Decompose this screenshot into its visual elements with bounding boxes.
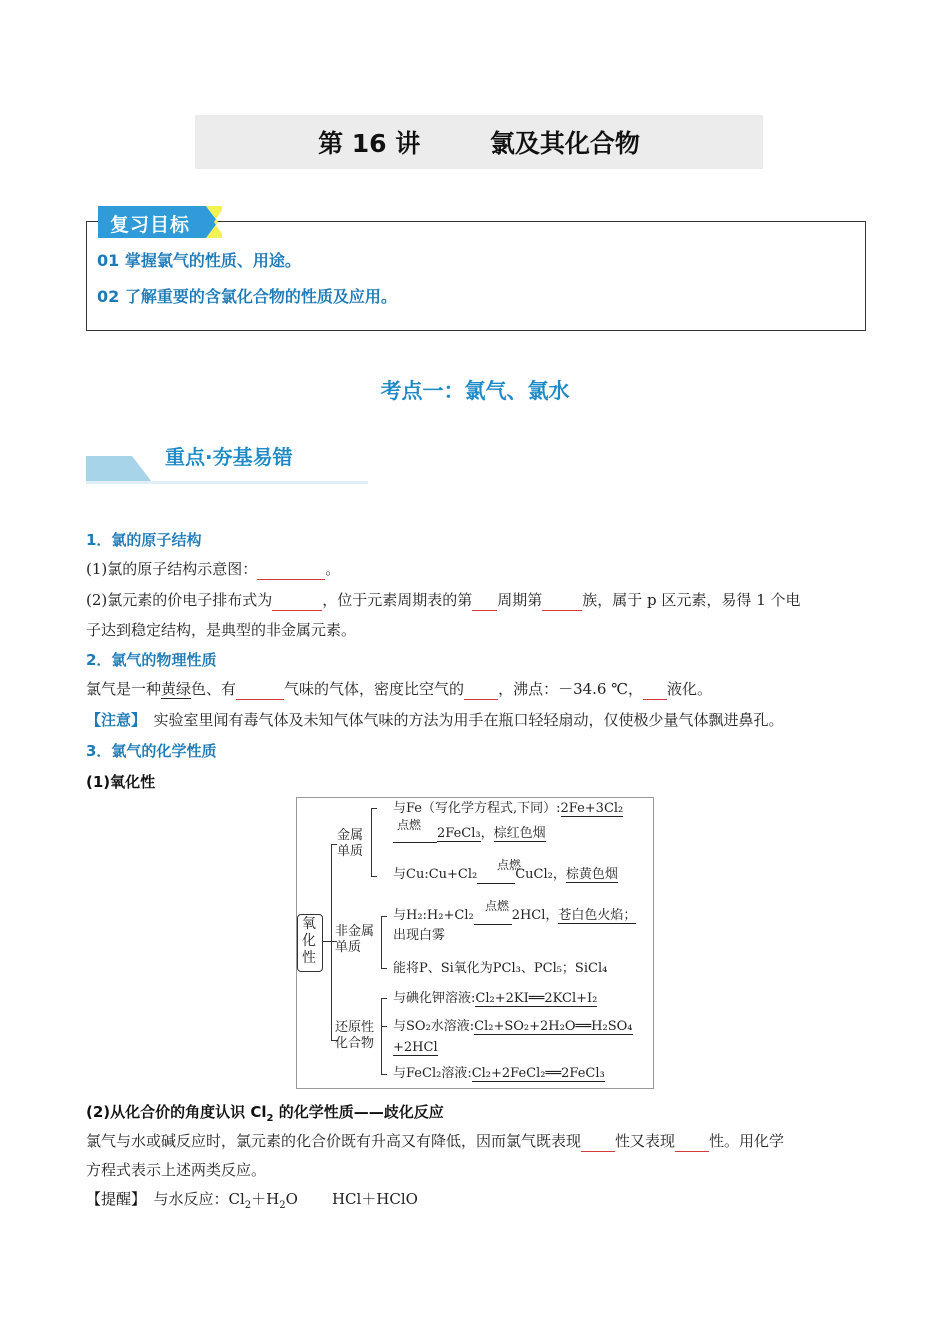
remind-line	[86, 1189, 418, 1216]
condition: 点燃	[397, 818, 422, 832]
text: 2HCl	[511, 908, 546, 923]
subscript: 2	[279, 1200, 286, 1211]
line-ki	[393, 991, 597, 1007]
text: 性又表现	[615, 1132, 676, 1150]
text: 与Cu:Cu+Cl₂	[393, 867, 478, 882]
note-line	[86, 710, 784, 730]
para-electron-config	[86, 590, 801, 611]
connector	[371, 808, 377, 809]
text: ，	[545, 908, 559, 923]
observation: 苍白色火焰；	[558, 908, 637, 923]
text: 与H₂:H₂+Cl₂	[393, 908, 474, 923]
line-h2	[393, 908, 636, 925]
connector	[323, 941, 331, 942]
line-fe	[393, 801, 623, 817]
answer-blank	[236, 679, 284, 700]
heading-atom-structure: 1．氯的原子结构	[86, 531, 202, 549]
equation: Cl₂+2KI══2KCl+I₂	[475, 991, 598, 1006]
text: ，	[480, 826, 494, 841]
equation-arrow	[474, 908, 512, 925]
text: 氯气是一种	[86, 680, 162, 698]
text: 族，属于 p 区元素，易得 1 个电	[582, 591, 801, 609]
root-label: 氧化性	[302, 916, 316, 966]
answer-blank	[675, 1131, 709, 1152]
text: 氯气与水或碱反应时，氯元素的化合价既有升高又有降低，因而氯气既表现	[86, 1132, 582, 1150]
text: (2)从化合价的角度认识 Cl	[86, 1103, 267, 1121]
oxidizing-property-diagram	[296, 797, 654, 1089]
answer-blank	[581, 1131, 615, 1152]
answer-blank	[464, 679, 498, 700]
text: ，位于元素周期表的第	[322, 591, 473, 609]
line-so2-cont	[393, 1040, 438, 1056]
sub-disproportionation	[86, 1101, 444, 1124]
connector	[381, 916, 387, 917]
branch-reducing-compound: 还原性化合物	[335, 1020, 375, 1051]
heading-physical-properties: 2．氯气的物理性质	[86, 651, 217, 669]
text: 性。用化学	[709, 1132, 785, 1150]
goal-item-2: 02 了解重要的含氯化合物的性质及应用。	[97, 287, 397, 306]
answer-blank	[472, 590, 497, 611]
connector	[381, 1074, 387, 1075]
connector	[371, 808, 372, 876]
answer-blank	[542, 590, 582, 611]
para-electron-config-cont: 子达到稳定结构，是典型的非金属元素。	[86, 621, 357, 639]
equation: 2FeCl₃	[437, 826, 481, 841]
line-so2	[393, 1019, 633, 1035]
text: ，沸点：－34.6 ℃，	[498, 680, 644, 698]
para-disproportionation-cont: 方程式表示上述两类反应。	[86, 1161, 267, 1179]
condition: 点燃	[485, 899, 510, 913]
text: 与Fe（写化学方程式,下同）:	[393, 801, 561, 816]
text: ＋H	[251, 1190, 280, 1208]
answer-blank	[643, 679, 667, 700]
line-p-si: 能将P、Si氧化为PCl₃、PCl₅；SiCl₄	[393, 961, 608, 976]
line-cu	[393, 867, 618, 884]
equation-arrow	[393, 826, 437, 843]
connector	[381, 916, 382, 968]
underlined-answer: 黄绿	[161, 680, 192, 698]
equation: Cl₂+SO₂+2H₂O══H₂SO₄	[474, 1019, 633, 1034]
text: O	[285, 1190, 298, 1208]
text: 的化学性质——歧化反应	[273, 1103, 444, 1121]
text: 与FeCl₂溶液:	[393, 1066, 472, 1081]
line-fecl2	[393, 1066, 605, 1082]
equation: Cl₂+2FeCl₂══2FeCl₃	[471, 1066, 605, 1081]
connector	[371, 876, 377, 877]
connector	[381, 1026, 387, 1027]
heading-chemical-properties: 3．氯气的化学性质	[86, 742, 217, 760]
text: 色、有	[191, 680, 237, 698]
text: 与碘化钾溶液:	[393, 991, 476, 1006]
text: HCl＋HClO	[331, 1190, 418, 1208]
remind-label: 【提醒】	[86, 1190, 139, 1208]
text: 与SO₂水溶液:	[393, 1019, 475, 1034]
equation: +2HCl	[393, 1040, 438, 1055]
observation: 棕红色烟	[493, 826, 546, 841]
para-structure-diagram	[86, 559, 340, 580]
equation-arrow	[477, 867, 515, 884]
equation: 2Fe+3Cl₂	[560, 801, 624, 816]
condition: 点燃	[497, 858, 522, 872]
text: 。	[325, 560, 341, 578]
connector	[381, 998, 382, 1074]
text: (1)氯的原子结构示意图：	[86, 560, 258, 578]
branch-metal: 金属单质	[337, 828, 364, 859]
text: (2)氯元素的价电子排布式为	[86, 591, 273, 609]
kaodian-title: 考点一：氯气、氯水	[380, 379, 570, 403]
review-goals-label: 复习目标	[110, 214, 191, 236]
text: 液化。	[667, 680, 713, 698]
line-h2-cont: 出现白雾	[393, 928, 446, 943]
note-label: 【注意】	[86, 711, 139, 729]
answer-blank	[272, 590, 322, 611]
para-physical	[86, 679, 712, 700]
connector	[381, 998, 387, 999]
subscript: 2	[244, 1200, 252, 1211]
line-fe-cont	[393, 826, 546, 843]
text: ，	[552, 867, 566, 882]
subscript: 2	[266, 1113, 274, 1124]
section-label: 重点·夯基易错	[165, 445, 293, 469]
note-text: 实验室里闻有毒气体及未知气体气味的方法为用手在瓶口轻轻扇动，仅使极少量气体飘进鼻孔。	[138, 711, 784, 729]
connector	[331, 844, 332, 1040]
observation: 棕黄色烟	[565, 867, 618, 882]
goal-item-1: 01 掌握氯气的性质、用途。	[97, 251, 301, 270]
answer-blank	[257, 559, 325, 580]
branch-nonmetal: 非金属单质	[335, 924, 375, 955]
text: 与水反应：Cl	[138, 1190, 245, 1208]
page-title: 第 16 讲 氯及其化合物	[195, 115, 763, 169]
text: 周期第	[497, 591, 543, 609]
text: 气味的气体，密度比空气的	[284, 680, 465, 698]
connector	[381, 968, 387, 969]
para-disproportionation	[86, 1131, 784, 1152]
text: CuCl₂	[515, 867, 553, 882]
review-goals-tag	[98, 206, 214, 238]
sub-oxidizing: (1)氧化性	[86, 773, 156, 791]
